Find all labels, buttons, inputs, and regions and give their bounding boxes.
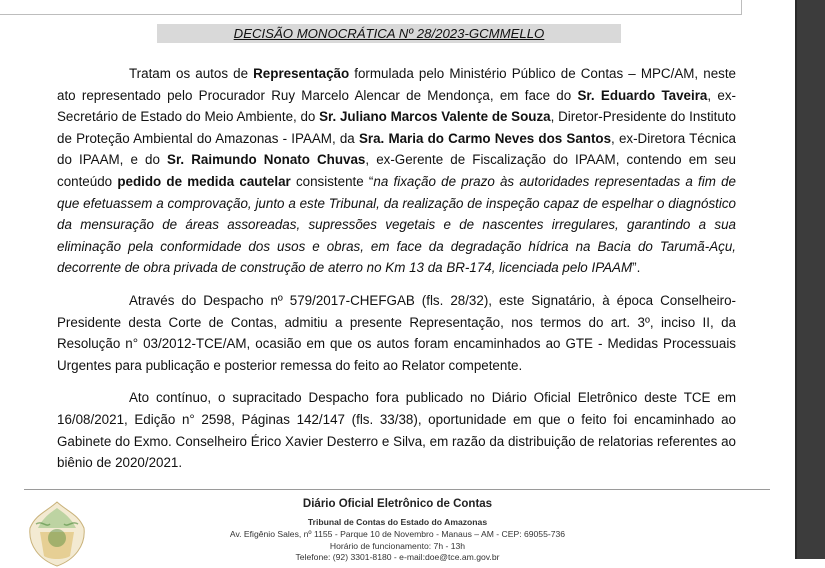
p1-text-8: ”. bbox=[632, 260, 641, 276]
p1-bold-representacao: Representação bbox=[253, 66, 350, 81]
p1-text-4: , Diretor-Presidente do Instituto de Proteção Ambiental do Amazonas - IPAAM, da bbox=[57, 109, 736, 146]
paragraph-1 bbox=[57, 63, 736, 279]
footer-phone: Telefone: (92) 3301-8180 - e-mail:doe@tce.am.gov.br bbox=[295, 552, 500, 562]
footer-organization: Tribunal de Contas do Estado do Amazonas bbox=[307, 517, 488, 527]
p1-text-6: , ex-Gerente de Fiscalização do IPAAM, contendo em seu conteúdo bbox=[57, 152, 736, 189]
p1-text-3: , ex-Secretário de Estado do Meio Ambiente, do bbox=[57, 87, 736, 125]
scrollbar-edge bbox=[795, 0, 797, 559]
p1-text-5: , ex-Diretora Técnica do IPAAM, e do bbox=[57, 130, 737, 168]
footer-hours: Horário de funcionamento: 7h - 13h bbox=[329, 541, 466, 551]
paragraph-3: Ato contínuo, o supracitado Despacho fora publicado no Diário Oficial Eletrônico deste TCE em 16/08/2021, Edição n° 2598, Páginas 142/147 (fls. 33/38), oportunidade em que o feito foi encaminhado ao Gabinete do Exmo. Conselheiro Érico Xavier Desterro e Silva, em razão da distribuição de relatorias referentes ao biênio de 2020/2021. bbox=[57, 390, 736, 471]
p1-bold-eduardo-taveira: Sr. Eduardo Taveira bbox=[577, 87, 708, 103]
footer-title: Diário Oficial Eletrônico de Contas bbox=[302, 498, 493, 510]
p1-text-1: Tratam os autos de bbox=[129, 66, 254, 81]
paragraph-2: Através do Despacho nº 579/2017-CHEFGAB (fls. 28/32), este Signatário, à época Conselheiro-Presidente desta Corte de Contas, admitiu a presente Representação, nos termos do art. 3º, inciso II, da Resolução n° 03/2012-TCE/AM, ocasião em que os autos foram encaminhados ao GTE - Medidas Processuais Urgentes para publicação e posterior remessa do feito ao Relator competente. bbox=[57, 292, 736, 373]
p1-bold-juliano-souza: Sr. Juliano Marcos Valente de Souza bbox=[319, 109, 551, 125]
document-body bbox=[57, 63, 736, 485]
top-rule bbox=[0, 0, 742, 15]
p1-bold-raimundo-chuvas: Sr. Raimundo Nonato Chuvas bbox=[167, 152, 366, 168]
p1-italic-quote: na fixação de prazo às autoridades representadas a fim de que efetuassem a comprovação, junto a este Tribunal, da realização de inspeção capaz de espelhar o diagnóstico da mensuração de áreas assoreadas, supressões vegetais e de nascentes irregulares, garantindo a sua eliminação pela conformidade dos usos e obras, em face da degradação hídrica na Bacia do Tarumã-Açu, decorrente de obra privada de construção de aterro no Km 13 da BR-174, licenciada pelo IPAAM bbox=[57, 173, 736, 276]
footer-rule bbox=[24, 489, 770, 490]
vertical-scrollbar[interactable] bbox=[795, 0, 825, 559]
footer-address: Av. Efigênio Sales, nº 1155 - Parque 10 de Novembro - Manaus – AM - CEP: 69055-736 bbox=[229, 529, 566, 539]
top-rule-tick bbox=[741, 0, 742, 15]
p1-text-7: consistente “ bbox=[290, 173, 374, 189]
p1-bold-maria-santos: Sra. Maria do Carmo Neves dos Santos bbox=[358, 130, 612, 146]
p1-text-2: formulada pelo Ministério Público de Contas – MPC/AM, neste ato representado pelo Procurador Ruy Marcelo Alencar de Mendonça, em face do bbox=[57, 66, 736, 103]
p1-bold-medida-cautelar: pedido de medida cautelar bbox=[117, 173, 291, 189]
decision-heading: DECISÃO MONOCRÁTICA Nº 28/2023-GCMMELLO bbox=[233, 26, 545, 41]
